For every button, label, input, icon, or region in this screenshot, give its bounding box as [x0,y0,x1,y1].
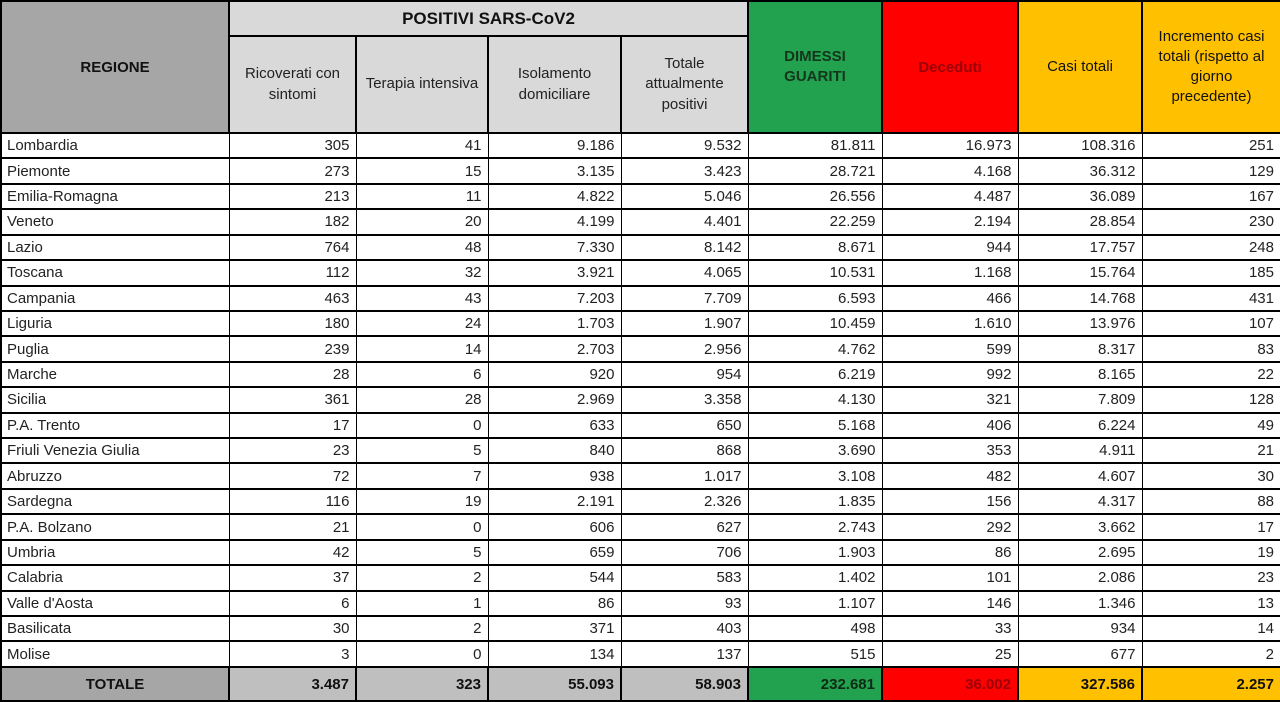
value-cell: 128 [1142,387,1280,412]
totale-isolamento: 55.093 [488,667,621,701]
table-row [1,463,1280,488]
value-cell: 3.423 [621,158,748,183]
region-cell: Lombardia [1,133,229,158]
value-cell: 14.768 [1018,286,1142,311]
value-cell: 112 [229,260,356,285]
value-cell: 13 [1142,591,1280,616]
region-cell: Sicilia [1,387,229,412]
value-cell: 4.168 [882,158,1018,183]
value-cell: 6 [229,591,356,616]
value-cell: 15 [356,158,488,183]
value-cell: 43 [356,286,488,311]
value-cell: 10.531 [748,260,882,285]
value-cell: 403 [621,616,748,641]
value-cell: 4.065 [621,260,748,285]
value-cell: 134 [488,641,621,667]
value-cell: 86 [488,591,621,616]
value-cell: 934 [1018,616,1142,641]
value-cell: 8.317 [1018,336,1142,361]
value-cell: 28 [356,387,488,412]
value-cell: 182 [229,209,356,234]
value-cell: 14 [1142,616,1280,641]
value-cell: 3.108 [748,463,882,488]
value-cell: 292 [882,514,1018,539]
value-cell: 8.142 [621,235,748,260]
table-row [1,260,1280,285]
value-cell: 5 [356,438,488,463]
value-cell: 650 [621,413,748,438]
value-cell: 8.165 [1018,362,1142,387]
region-cell: Marche [1,362,229,387]
value-cell: 4.911 [1018,438,1142,463]
value-cell: 3 [229,641,356,667]
value-cell: 25 [882,641,1018,667]
value-cell: 7.709 [621,286,748,311]
totale-incremento: 2.257 [1142,667,1280,701]
region-cell: Piemonte [1,158,229,183]
value-cell: 19 [1142,540,1280,565]
value-cell: 4.401 [621,209,748,234]
region-cell: Lazio [1,235,229,260]
value-cell: 2.956 [621,336,748,361]
value-cell: 48 [356,235,488,260]
value-cell: 2.695 [1018,540,1142,565]
value-cell: 4.607 [1018,463,1142,488]
table-row [1,235,1280,260]
value-cell: 185 [1142,260,1280,285]
value-cell: 2.743 [748,514,882,539]
region-cell: Sardegna [1,489,229,514]
region-cell: Valle d'Aosta [1,591,229,616]
value-cell: 406 [882,413,1018,438]
header-ricoverati-con-sintomi: Ricoverati con sintomi [229,36,356,133]
value-cell: 22 [1142,362,1280,387]
value-cell: 1.402 [748,565,882,590]
header-regione: REGIONE [1,1,229,133]
value-cell: 146 [882,591,1018,616]
value-cell: 7 [356,463,488,488]
table-row [1,387,1280,412]
table-row [1,311,1280,336]
table-row [1,209,1280,234]
table-row [1,286,1280,311]
value-cell: 248 [1142,235,1280,260]
value-cell: 2.703 [488,336,621,361]
value-cell: 32 [356,260,488,285]
value-cell: 0 [356,514,488,539]
region-cell: Abruzzo [1,463,229,488]
value-cell: 992 [882,362,1018,387]
value-cell: 599 [882,336,1018,361]
header-terapia-intensiva: Terapia intensiva [356,36,488,133]
header-deceduti: Deceduti [882,1,1018,133]
value-cell: 1.835 [748,489,882,514]
value-cell: 920 [488,362,621,387]
header-incremento-casi-totali: Incremento casi totali (rispetto al giorno precedente) [1142,1,1280,133]
value-cell: 213 [229,184,356,209]
value-cell: 8.671 [748,235,882,260]
value-cell: 4.822 [488,184,621,209]
value-cell: 17 [229,413,356,438]
value-cell: 0 [356,413,488,438]
value-cell: 5 [356,540,488,565]
region-cell: P.A. Bolzano [1,514,229,539]
table-body [1,133,1280,667]
value-cell: 2.326 [621,489,748,514]
value-cell: 239 [229,336,356,361]
value-cell: 544 [488,565,621,590]
value-cell: 2 [356,616,488,641]
value-cell: 305 [229,133,356,158]
value-cell: 9.532 [621,133,748,158]
header-isolamento-domiciliare: Isolamento domiciliare [488,36,621,133]
totale-row [1,667,1280,701]
value-cell: 2.969 [488,387,621,412]
value-cell: 13.976 [1018,311,1142,336]
value-cell: 482 [882,463,1018,488]
region-cell: Umbria [1,540,229,565]
value-cell: 5.046 [621,184,748,209]
value-cell: 28.721 [748,158,882,183]
table-row [1,565,1280,590]
value-cell: 6.224 [1018,413,1142,438]
value-cell: 868 [621,438,748,463]
header-banner-row [1,1,1280,36]
totale-terapia: 323 [356,667,488,701]
value-cell: 167 [1142,184,1280,209]
totale-positivi: 58.903 [621,667,748,701]
value-cell: 3.135 [488,158,621,183]
value-cell: 17 [1142,514,1280,539]
value-cell: 4.487 [882,184,1018,209]
value-cell: 251 [1142,133,1280,158]
value-cell: 230 [1142,209,1280,234]
table-header [1,1,1280,133]
value-cell: 463 [229,286,356,311]
value-cell: 16.973 [882,133,1018,158]
value-cell: 633 [488,413,621,438]
value-cell: 7.330 [488,235,621,260]
table-row [1,641,1280,667]
value-cell: 28 [229,362,356,387]
value-cell: 840 [488,438,621,463]
value-cell: 3.690 [748,438,882,463]
value-cell: 2.191 [488,489,621,514]
value-cell: 944 [882,235,1018,260]
region-cell: P.A. Trento [1,413,229,438]
value-cell: 108.316 [1018,133,1142,158]
table-row [1,336,1280,361]
totale-guariti: 232.681 [748,667,882,701]
value-cell: 431 [1142,286,1280,311]
value-cell: 764 [229,235,356,260]
table-row [1,133,1280,158]
header-group-positivi-sars-cov2: POSITIVI SARS-CoV2 [229,1,748,36]
totale-deceduti: 36.002 [882,667,1018,701]
value-cell: 273 [229,158,356,183]
region-cell: Friuli Venezia Giulia [1,438,229,463]
value-cell: 83 [1142,336,1280,361]
totale-ricoverati: 3.487 [229,667,356,701]
value-cell: 7.203 [488,286,621,311]
value-cell: 6.219 [748,362,882,387]
value-cell: 371 [488,616,621,641]
value-cell: 20 [356,209,488,234]
value-cell: 4.130 [748,387,882,412]
value-cell: 33 [882,616,1018,641]
value-cell: 30 [229,616,356,641]
value-cell: 1 [356,591,488,616]
value-cell: 1.703 [488,311,621,336]
value-cell: 81.811 [748,133,882,158]
value-cell: 11 [356,184,488,209]
value-cell: 36.312 [1018,158,1142,183]
value-cell: 26.556 [748,184,882,209]
value-cell: 627 [621,514,748,539]
value-cell: 180 [229,311,356,336]
region-cell: Calabria [1,565,229,590]
value-cell: 30 [1142,463,1280,488]
value-cell: 1.610 [882,311,1018,336]
table-row [1,158,1280,183]
table-row [1,540,1280,565]
value-cell: 659 [488,540,621,565]
value-cell: 4.762 [748,336,882,361]
value-cell: 677 [1018,641,1142,667]
value-cell: 1.903 [748,540,882,565]
region-cell: Emilia-Romagna [1,184,229,209]
value-cell: 9.186 [488,133,621,158]
value-cell: 6 [356,362,488,387]
table-row [1,591,1280,616]
value-cell: 353 [882,438,1018,463]
value-cell: 515 [748,641,882,667]
value-cell: 21 [229,514,356,539]
value-cell: 19 [356,489,488,514]
value-cell: 24 [356,311,488,336]
value-cell: 361 [229,387,356,412]
table-row [1,514,1280,539]
header-totale-attualmente-positivi: Totale attualmente positivi [621,36,748,133]
value-cell: 15.764 [1018,260,1142,285]
table-row [1,489,1280,514]
region-cell: Campania [1,286,229,311]
value-cell: 86 [882,540,1018,565]
value-cell: 23 [1142,565,1280,590]
header-casi-totali: Casi totali [1018,1,1142,133]
value-cell: 17.757 [1018,235,1142,260]
region-cell: Basilicata [1,616,229,641]
table-row [1,362,1280,387]
region-cell: Veneto [1,209,229,234]
value-cell: 10.459 [748,311,882,336]
value-cell: 466 [882,286,1018,311]
value-cell: 583 [621,565,748,590]
value-cell: 37 [229,565,356,590]
value-cell: 2.194 [882,209,1018,234]
value-cell: 1.346 [1018,591,1142,616]
value-cell: 3.358 [621,387,748,412]
region-cell: Liguria [1,311,229,336]
value-cell: 41 [356,133,488,158]
value-cell: 14 [356,336,488,361]
value-cell: 321 [882,387,1018,412]
value-cell: 2 [356,565,488,590]
value-cell: 23 [229,438,356,463]
value-cell: 7.809 [1018,387,1142,412]
totale-casi: 327.586 [1018,667,1142,701]
value-cell: 22.259 [748,209,882,234]
value-cell: 2 [1142,641,1280,667]
value-cell: 954 [621,362,748,387]
table-footer [1,667,1280,701]
value-cell: 49 [1142,413,1280,438]
region-cell: Toscana [1,260,229,285]
value-cell: 129 [1142,158,1280,183]
value-cell: 101 [882,565,1018,590]
value-cell: 88 [1142,489,1280,514]
value-cell: 1.107 [748,591,882,616]
table-row [1,616,1280,641]
value-cell: 156 [882,489,1018,514]
value-cell: 116 [229,489,356,514]
value-cell: 28.854 [1018,209,1142,234]
table-row [1,413,1280,438]
value-cell: 42 [229,540,356,565]
value-cell: 4.317 [1018,489,1142,514]
value-cell: 4.199 [488,209,621,234]
value-cell: 2.086 [1018,565,1142,590]
value-cell: 938 [488,463,621,488]
value-cell: 5.168 [748,413,882,438]
totale-label: TOTALE [1,667,229,701]
region-cell: Molise [1,641,229,667]
value-cell: 1.907 [621,311,748,336]
table-row [1,184,1280,209]
value-cell: 606 [488,514,621,539]
region-cell: Puglia [1,336,229,361]
value-cell: 0 [356,641,488,667]
table-row [1,438,1280,463]
value-cell: 3.662 [1018,514,1142,539]
value-cell: 498 [748,616,882,641]
value-cell: 137 [621,641,748,667]
value-cell: 706 [621,540,748,565]
value-cell: 93 [621,591,748,616]
value-cell: 3.921 [488,260,621,285]
value-cell: 36.089 [1018,184,1142,209]
value-cell: 72 [229,463,356,488]
value-cell: 1.168 [882,260,1018,285]
value-cell: 6.593 [748,286,882,311]
value-cell: 1.017 [621,463,748,488]
header-dimessi-guariti: DIMESSI GUARITI [748,1,882,133]
value-cell: 21 [1142,438,1280,463]
value-cell: 107 [1142,311,1280,336]
